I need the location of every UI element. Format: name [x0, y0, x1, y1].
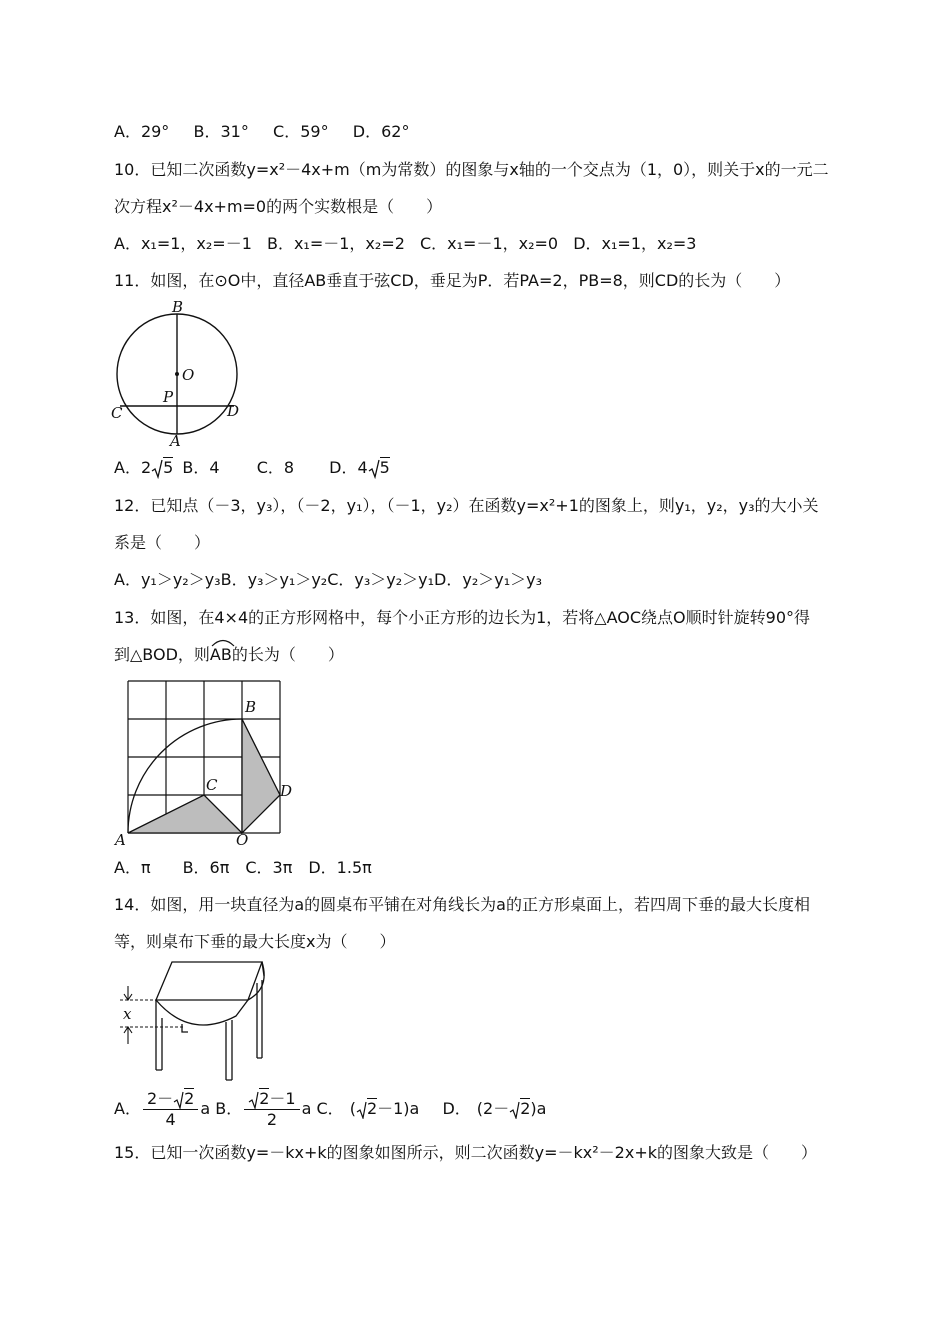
q10-stem-line1: 10．已知二次函数y=x²－4x+m（m为常数）的图象与x轴的一个交点为（1，0），则关于x的一元二: [114, 160, 829, 179]
q12-stem-line1: 12．已知点（－3，y₃），（－2，y₁），（－1，y₂）在函数y=x²+1的图象上，则y₁，y₂，y₃的大小关: [114, 496, 819, 515]
q11-options: [114, 458, 390, 479]
triangle-bod: [242, 719, 280, 833]
q14-c-pre: (: [349, 1099, 356, 1118]
q14-option-b: [215, 1089, 316, 1129]
arc-ab-text: AB: [209, 645, 232, 664]
arc-symbol-icon: [210, 637, 236, 647]
sqrt-sign-icon: [151, 459, 163, 479]
q10-option-b: B．x₁=－1，x₂=2: [266, 234, 405, 253]
label-x: x: [123, 1005, 132, 1023]
q14-d-prefix: D．: [442, 1099, 471, 1118]
q11-d-radicand: 5: [379, 458, 390, 477]
sqrt-sign-icon: [368, 459, 380, 479]
q14-stem-line2: 等，则桌布下垂的最大长度x为（ ）: [114, 932, 396, 951]
q15-stem: 15．已知一次函数y=－kx+k的图象如图所示，则二次函数y=－kx²－2x+k的图象大致是（ ）: [114, 1143, 817, 1162]
q14-a-fraction: [143, 1089, 198, 1130]
label-o: O: [236, 831, 249, 848]
q13-options: A．π B．6π C．3π D．1.5π: [114, 858, 372, 877]
q14-d-post: )a: [530, 1099, 547, 1118]
q11-d-prefix: D．4: [329, 458, 368, 477]
q14-b-den: 2: [266, 1110, 277, 1129]
table-leg-left: [156, 1000, 162, 1070]
q14-c-rad: 2: [366, 1099, 378, 1118]
sqrt-sign-icon: [248, 1091, 259, 1109]
q14-a-den: 4: [165, 1110, 176, 1129]
center-dot: [175, 372, 179, 376]
q9-option-d: D．62°: [352, 122, 410, 141]
label-a: A: [170, 432, 181, 448]
q14-a-prefix: A．: [114, 1099, 141, 1118]
q14-d-rad: 2: [520, 1099, 531, 1118]
sqrt-sign-icon: [356, 1101, 367, 1119]
label-a: A: [115, 831, 126, 848]
q14-options: [114, 1088, 546, 1130]
q14-b-suffix: a: [301, 1099, 312, 1118]
q11-option-d: [329, 458, 390, 477]
label-b: B: [172, 298, 184, 316]
q14-b-num-tail: －1: [269, 1089, 296, 1108]
q14-b-prefix: B．: [215, 1099, 243, 1118]
q14-option-d: [442, 1099, 546, 1118]
q13-stem-post: 的长为（ ）: [231, 645, 344, 664]
label-b: B: [245, 698, 257, 716]
q14-c-prefix: C．: [316, 1099, 344, 1118]
q14-option-c: [317, 1099, 425, 1118]
q14-option-a: [114, 1089, 215, 1129]
q11-a-radicand: 5: [163, 458, 174, 477]
table-leg-front: [226, 1020, 232, 1080]
q11-option-b: B．4: [182, 458, 220, 477]
q12-stem-line2: 系是（ ）: [114, 533, 211, 552]
q14-b-rad: 2: [259, 1089, 270, 1108]
q9-option-a: A．29°: [114, 122, 170, 141]
arc-ab: [210, 645, 232, 665]
q11-option-a: [114, 458, 173, 477]
q11-stem: 11．如图，在⊙O中，直径AB垂直于弦CD，垂足为P．若PA=2，PB=8，则CD的长为（ ）: [114, 271, 791, 290]
q13-stem-line1: 13．如图，在4×4的正方形网格中，每个小正方形的边长为1，若将△AOC绕点O顺时针旋转90°得: [114, 608, 810, 627]
q14-a-suffix: a: [200, 1099, 211, 1118]
label-d: D: [227, 402, 240, 420]
q14-stem-line1: 14．如图，用一块直径为a的圆桌布平铺在对角线长为a的正方形桌面上，若四周下垂的最大长度相: [114, 895, 810, 914]
q14-b-fraction: [244, 1089, 299, 1130]
table-top: [156, 962, 262, 1000]
label-c: C: [206, 776, 218, 794]
q13-stem-line2: [114, 645, 344, 665]
label-d: D: [280, 782, 293, 800]
label-p: P: [163, 388, 174, 406]
label-o: O: [182, 366, 195, 384]
sqrt-sign-icon: [509, 1101, 520, 1119]
q14-a-num: 2－: [146, 1089, 174, 1108]
q11-option-c: C．8: [256, 458, 295, 477]
tablecloth-front-drape: [156, 1000, 248, 1025]
q10-option-c: C．x₁=－1，x₂=0: [420, 234, 559, 253]
label-c: C: [111, 404, 123, 422]
q10-option-d: D．x₁=1，x₂=3: [573, 234, 697, 253]
q14-table-figure: [112, 958, 272, 1086]
right-angle-mark: [182, 1024, 188, 1032]
q14-a-rad: 2: [184, 1089, 195, 1108]
q10-stem-line2: 次方程x²－4x+m=0的两个实数根是（ ）: [114, 197, 443, 216]
q9-option-c: C．59°: [273, 122, 329, 141]
triangle-aoc: [128, 795, 242, 833]
q9-options: [114, 122, 409, 142]
q11-circle-figure: [108, 298, 248, 448]
q13-stem-pre: 到△BOD，则: [114, 645, 210, 664]
q9-option-b: B．31°: [193, 122, 249, 141]
q13-grid-figure: [112, 676, 296, 848]
q10-options: [114, 234, 696, 254]
q14-c-post: －1)a: [377, 1099, 420, 1118]
q14-d-pre: (2－: [476, 1099, 510, 1118]
q12-options: A．y₁＞y₂＞y₃B．y₃＞y₁＞y₂C．y₃＞y₂＞y₁D．y₂＞y₁＞y₃: [114, 570, 543, 589]
q10-option-a: A．x₁=1，x₂=－1: [114, 234, 252, 253]
sqrt-sign-icon: [173, 1091, 184, 1109]
q11-a-prefix: A．2: [114, 458, 152, 477]
